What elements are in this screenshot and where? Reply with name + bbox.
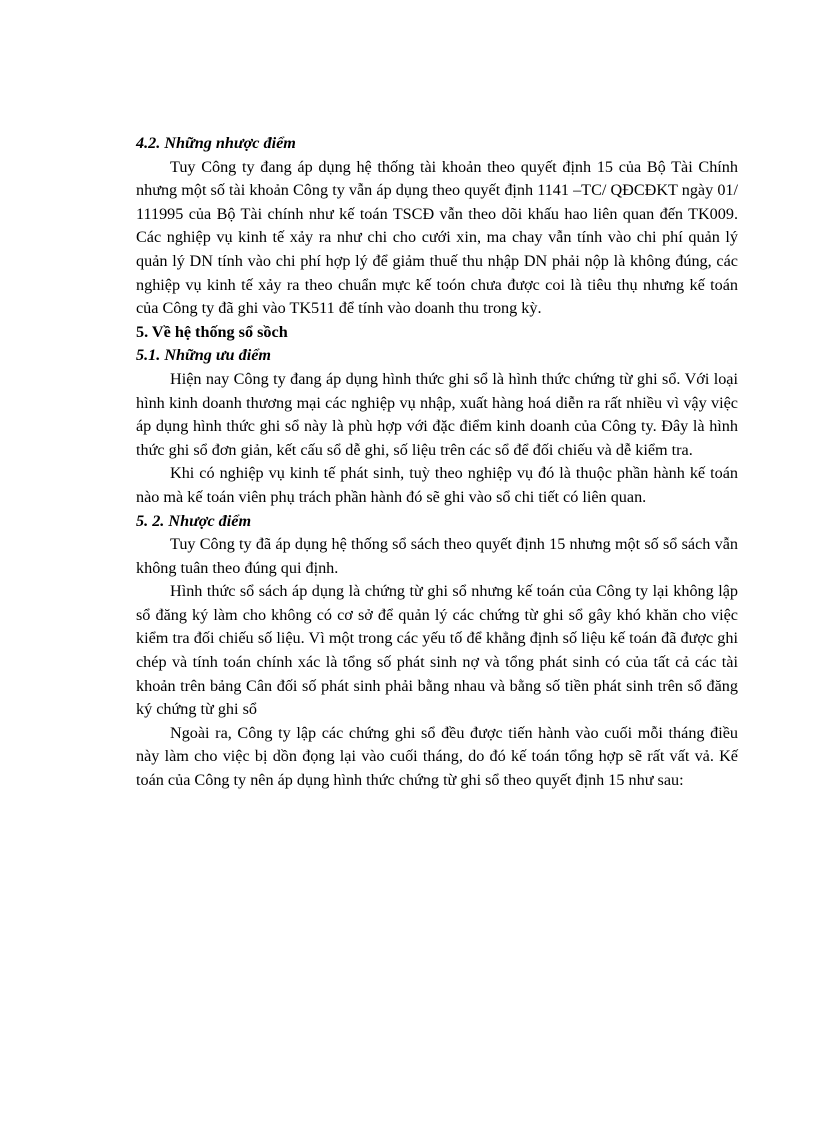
paragraph: Khi có nghiệp vụ kinh tế phát sinh, tuỳ theo nghiệp vụ đó là thuộc phần hành kế toán nào mà kế toán viên phụ trách phần hành đó sẽ ghi vào sổ chi tiết có liên quan. <box>136 464 738 506</box>
paragraph: Tuy Công ty đang áp dụng hệ thống tài khoản theo quyết định 15 của Bộ Tài Chính nhưng một số tài khoản Công ty vẫn áp dụng theo quyết định 1141 –TC/ QĐCĐKT ngày 01/ 111995 của Bộ Tài chính như kế toán TSCĐ vẫn theo dõi khấu hao liên quan đến TK009. Các nghiệp vụ kinh tế xảy ra như chi cho cưới xin, ma chay vẫn tính vào chi phí quản lý quản lý DN tính vào chi phí hợp lý để giảm thuế thu nhập DN phải nộp là không đúng, các nghiệp vụ kinh tế xảy ra theo chuẩn mực kế toón chưa được coi là tiêu thụ nhưng kế toán của Công ty đã ghi vào TK511 để tính vào doanh thu trong kỳ. <box>136 157 738 318</box>
section-heading-5-1: 5.1. Những ưu điểm <box>136 346 271 365</box>
paragraph: Tuy Công ty đã áp dụng hệ thống sổ sách theo quyết định 15 nhưng một số sổ sách vẫn không tuân theo đúng qui định. <box>136 535 738 577</box>
section-heading-5-2: 5. 2. Nhược điểm <box>136 511 252 530</box>
section-heading-4-2: 4.2. Những nhược điểm <box>136 134 296 152</box>
paragraph: Ngoài ra, Công ty lập các chứng ghi sổ đều được tiến hành vào cuối mỗi tháng điều này làm cho việc bị dồn đọng lại vào cuối tháng, do đó kế toán tổng hợp sẽ rất vất vả. Kế toán của Công ty nên áp dụng hình thức chứng từ ghi sổ theo quyết định 15 như sau: <box>136 723 738 790</box>
paragraph: Hiện nay Công ty đang áp dụng hình thức ghi sổ là hình thức chứng từ ghi sổ. Với loại hình kinh doanh thương mại các nghiệp vụ nhập, xuất hàng hoá diễn ra rất nhiều vì vậy việc áp dụng hình thức ghi sổ này là phù hợp với đặc điểm kinh doanh của Công ty. Đây là hình thức ghi sổ đơn giản, kết cấu sổ dễ ghi, số liệu trên các sổ để đối chiếu và dễ kiểm tra. <box>136 369 738 459</box>
paragraph: Hình thức sổ sách áp dụng là chứng từ ghi sổ nhưng kế toán của Công ty lại không lập sổ đăng ký làm cho không có cơ sở để quản lý các chứng từ ghi sổ gây khó khăn cho việc kiểm tra đối chiếu số liệu. Vì một trong các yếu tố để khẳng định số liệu kế toán đã được ghi chép và tính toán chính xác là tổng số phát sinh nợ và tổng phát sinh có của tất cả các tài khoản trên bảng Cân đối số phát sinh phải bằng nhau và bằng số tiền phát sinh trên sổ đăng ký chứng từ ghi sổ <box>136 582 738 719</box>
section-heading-5: 5. Về hệ thống sổ sồch <box>136 322 288 341</box>
document-page <box>136 132 738 793</box>
